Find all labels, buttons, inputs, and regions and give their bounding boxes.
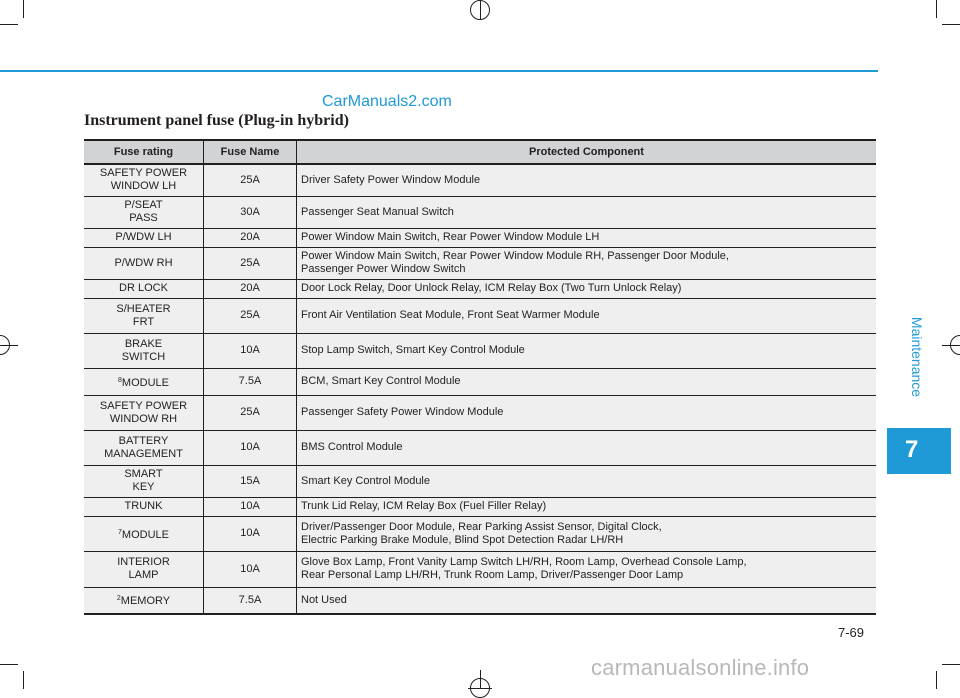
fuse-name: TRUNK [124,500,163,512]
fuse-name: BRAKE SWITCH [121,337,166,363]
protected-component-cell: Trunk Lid Relay, ICM Relay Box (Fuel Filler Relay) [297,497,877,516]
protected-component-cell: Glove Box Lamp, Front Vanity Lamp Switch LH/RH, Room Lamp, Overhead Console Lamp, Rear Personal Lamp LH/RH, Trunk Room Lamp, Driver/Passenger Door Lamp [297,551,877,587]
table-row [84,279,876,298]
crop-mark-tr-h [942,24,960,25]
fuse-rating-cell: 20A [204,228,297,247]
fuse-name: S/HEATER FRT [116,302,171,328]
chapter-number: 7 [905,436,919,463]
fuse-rating-cell: 10A [204,551,297,587]
registration-mark-bottom-v [480,670,481,689]
fuse-name-cell [84,587,204,614]
protected-component-cell: Front Air Ventilation Seat Module, Front Seat Warmer Module [297,298,877,333]
fuse-name: P/WDW LH [115,231,172,243]
protected-component-cell: Power Window Main Switch, Rear Power Window Module LH [297,228,877,247]
fuse-rating-cell: 10A [204,333,297,368]
fuse-name-cell [84,465,204,497]
fuse-name: BATTERY MANAGEMENT [104,434,183,460]
table-row [84,228,876,247]
fuse-name: SAFETY POWER WINDOW RH [99,399,188,425]
fuse-name-cell [84,247,204,279]
fuse-name: P/SEAT PASS [124,199,163,224]
chapter-tab [887,428,951,474]
fuse-name-cell [84,164,204,196]
column-header-fuse-name: Fuse Name [204,140,297,164]
fuse-rating-cell: 10A [204,516,297,551]
table-row [84,333,876,368]
fuse-table [84,139,876,615]
footnote-marker: 8 [118,376,122,384]
table-row [84,516,876,551]
fuse-rating-cell: 15A [204,465,297,497]
registration-mark-left-h [0,345,18,346]
fuse-rating-cell: 25A [204,247,297,279]
table-row [84,587,876,614]
fuse-rating-cell: 25A [204,298,297,333]
chapter-side-label [887,292,947,422]
fuse-rating-cell: 10A [204,430,297,465]
table-row [84,395,876,430]
fuse-rating-cell: 30A [204,196,297,228]
protected-component-cell: BCM, Smart Key Control Module [297,368,877,395]
table-row [84,368,876,395]
table-row [84,164,876,196]
protected-component-cell: Passenger Safety Power Window Module [297,395,877,430]
fuse-table-body [84,164,876,614]
fuse-name: INTERIOR LAMP [117,556,170,581]
fuse-name-cell [84,516,204,551]
protected-component-cell: Driver Safety Power Window Module [297,164,877,196]
table-row [84,298,876,333]
crop-mark-tl-v [23,0,24,18]
crop-mark-bl-h [0,664,18,665]
table-header-row [84,140,876,164]
fuse-rating-cell: 25A [204,164,297,196]
registration-mark-top-v [480,0,481,20]
fuse-name-cell [84,497,204,516]
column-header-protected-component: Protected Component [297,140,877,164]
fuse-name: MEMORY [120,595,171,608]
fuse-name-cell [84,279,204,298]
site-watermark: carmanualsonline.info [591,655,810,680]
page-number: 7-69 [838,625,865,640]
top-rule [0,70,878,72]
footnote-marker: 2 [116,595,121,603]
fuse-name-cell [84,333,204,368]
table-row [84,430,876,465]
protected-component-cell: Power Window Main Switch, Rear Power Window Module RH, Passenger Door Module, Passenger Power Window Switch [297,247,877,279]
fuse-name: MODULE [121,376,169,389]
fuse-name-cell [84,430,204,465]
fuse-rating-cell: 10A [204,497,297,516]
crop-mark-tl-h [0,24,18,25]
protected-component-cell: Driver/Passenger Door Module, Rear Parking Assist Sensor, Digital Clock, Electric Parking Brake Module, Blind Spot Detection Radar LH/RH [297,516,877,551]
protected-component-cell: Door Lock Relay, Door Unlock Relay, ICM Relay Box (Two Turn Unlock Relay) [297,279,877,298]
protected-component-cell: Stop Lamp Switch, Smart Key Control Module [297,333,877,368]
table-row [84,497,876,516]
section-title: Instrument panel fuse (Plug-in hybrid) [84,112,349,129]
protected-component-cell: Not Used [297,587,877,614]
footnote-marker: 7 [118,528,122,536]
protected-component-cell: Passenger Seat Manual Switch [297,196,877,228]
fuse-name: P/WDW RH [114,256,173,269]
table-row [84,465,876,497]
fuse-rating-cell: 7.5A [204,368,297,395]
crop-mark-bl-v [23,671,24,689]
fuse-rating-cell: 20A [204,279,297,298]
protected-component-cell: Smart Key Control Module [297,465,877,497]
column-header-fuse-rating: Fuse rating [84,140,204,164]
chapter-side-label-text: Maintenance [909,316,925,398]
crop-mark-br-v [936,671,937,689]
fuse-name: SMART KEY [124,468,163,493]
watermark: CarManuals2.com [322,93,452,110]
fuse-name: SAFETY POWER WINDOW LH [99,167,188,193]
fuse-name-cell [84,228,204,247]
fuse-rating-cell: 25A [204,395,297,430]
crop-mark-br-h [942,664,960,665]
table-row [84,551,876,587]
fuse-name-cell [84,551,204,587]
fuse-name-cell [84,368,204,395]
fuse-name-cell [84,196,204,228]
fuse-name: DR LOCK [119,282,168,294]
fuse-name-cell [84,395,204,430]
fuse-name-cell [84,298,204,333]
crop-mark-tr-v [936,0,937,18]
fuse-rating-cell: 7.5A [204,587,297,614]
table-row [84,247,876,279]
table-row [84,196,876,228]
protected-component-cell: BMS Control Module [297,430,877,465]
fuse-name: MODULE [121,528,169,541]
